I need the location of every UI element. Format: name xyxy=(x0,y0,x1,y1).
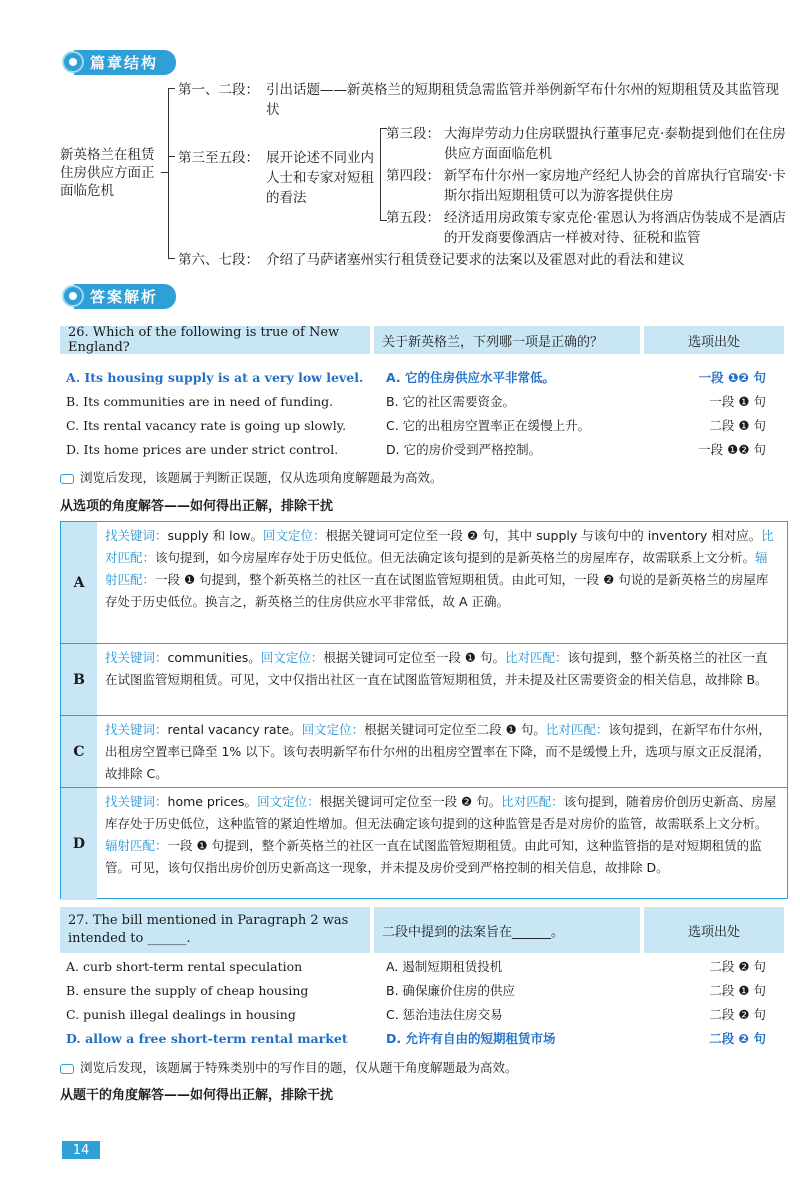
option-row xyxy=(66,414,786,436)
method-heading: 从选项的角度解答——如何得出正解，排除干扰 xyxy=(60,499,334,514)
keyword-label: 找关键词： xyxy=(105,650,168,665)
option-row xyxy=(66,1027,786,1049)
tip-text: 浏览后发现，该题属于判断正误题，仅从选项角度解题最为高效。 xyxy=(80,470,443,485)
option-row xyxy=(66,366,786,388)
option-zh: D. 允许有自由的短期租赁市场 xyxy=(386,1031,556,1046)
keyword-label: 回文定位： xyxy=(301,722,365,737)
pointing-hand-icon xyxy=(60,1064,74,1074)
page-number: 14 xyxy=(62,1141,100,1159)
structure-p4-label: 第四段： xyxy=(386,168,440,184)
option-row xyxy=(66,390,786,412)
option-row xyxy=(66,1003,786,1025)
option-row xyxy=(66,438,786,460)
option-en: A. curb short-term rental speculation xyxy=(66,958,303,974)
structure-p35-label: 第三至五段： xyxy=(178,150,259,166)
analysis-row xyxy=(61,522,787,644)
analysis-part: supply 和 low。 xyxy=(167,528,263,543)
analysis-part: 根据关键词可定位至二段 ❶ 句。 xyxy=(364,722,546,737)
structure-topic: 新英格兰在租赁住房供应方面正面临危机 xyxy=(60,147,155,199)
analysis-part: 该句提到，在新罕布什尔州，出租房空置率已降至 1% 以下。该句表明新罕布什尔州的出租房空置率在下降，而不是缓慢上升，选项与原文正反混淆，故排除 C。 xyxy=(105,722,771,781)
structure-p3-label: 第三段： xyxy=(386,126,440,142)
section-title: 答案解析 xyxy=(74,284,176,309)
keyword-label: 辐射匹配： xyxy=(105,550,768,587)
analysis-part: 该句提到，如今房屋库存处于历史低位。但无法确定该句提到的是新英格兰的房屋库存，故需联系上文分析。 xyxy=(155,550,756,565)
option-row xyxy=(66,979,786,1001)
source-header: 选项出处 xyxy=(644,907,784,953)
analysis-text xyxy=(97,788,787,900)
analysis-part: rental vacancy rate。 xyxy=(167,722,302,737)
structure-p67-label: 第六、七段： xyxy=(178,252,259,268)
analysis-part: communities。 xyxy=(167,650,261,665)
question-zh: 关于新英格兰，下列哪一项是正确的？ xyxy=(374,326,640,354)
analysis-letter: A xyxy=(61,522,97,643)
option-en: C. Its rental vacancy rate is going up slowly. xyxy=(66,417,347,433)
analysis-row xyxy=(61,788,787,900)
structure-p12-text: 引出话题——新英格兰的短期租赁急需监管并举例新罕布什尔州的短期租赁及其监管现状 xyxy=(266,82,779,118)
tip-note xyxy=(60,1058,518,1076)
brace-tick xyxy=(168,156,175,157)
keyword-label: 比对匹配： xyxy=(545,722,609,737)
question-en: 26. Which of the following is true of New England? xyxy=(60,326,370,354)
keyword-label: 找关键词： xyxy=(105,722,168,737)
option-source: 一段 ❶❷ 句 xyxy=(698,442,766,457)
magnifier-icon xyxy=(62,285,84,307)
option-en: B. Its communities are in need of funding. xyxy=(66,393,334,409)
analysis-part: 根据关键词可定位至一段 ❶ 句。 xyxy=(323,650,505,665)
analysis-part: home prices。 xyxy=(167,794,258,809)
option-zh: C. 惩治违法住房交易 xyxy=(386,1007,503,1022)
analysis-letter: C xyxy=(61,716,97,787)
analysis-text xyxy=(97,716,787,787)
structure-p3-text: 大海岸劳动力住房联盟执行董事尼克·泰勒提到他们在住房供应方面面临危机 xyxy=(444,126,786,162)
keyword-label: 辐射匹配： xyxy=(105,838,168,853)
analysis-part: 该句提到，随着房价创历史新高、房屋库存处于历史低位，这种监管的紧迫性增加。但无法确定该句提到的这种监管是否是对房价的监管，故需联系上文分析。 xyxy=(105,794,777,831)
keyword-label: 回文定位： xyxy=(260,650,324,665)
magnifier-icon xyxy=(62,51,84,73)
tip-text: 浏览后发现，该题属于特殊类别中的写作目的题，仅从题干角度解题最为高效。 xyxy=(80,1060,518,1075)
structure-p5-label: 第五段： xyxy=(386,210,440,226)
structure-p35-text: 展开论述不同业内人士和专家对短租的看法 xyxy=(266,150,374,206)
option-source: 一段 ❶ 句 xyxy=(709,394,766,409)
option-en: B. ensure the supply of cheap housing xyxy=(66,982,309,998)
tip-note xyxy=(60,468,443,486)
section-title: 篇章结构 xyxy=(74,50,176,75)
structure-p5-text: 经济适用房政策专家克伦·霍恩认为将酒店伪装成不是酒店的开发商要像酒店一样被对待、征税和监管 xyxy=(444,210,786,246)
keyword-label: 比对匹配： xyxy=(105,528,774,565)
analysis-part: 该句提到，整个新英格兰的社区一直在试图监管短期租赁。可见，文中仅指出社区一直在试图监管短期租赁，并未提及社区需要资金的相关信息，故排除 B。 xyxy=(105,650,768,687)
pointing-hand-icon xyxy=(60,474,74,484)
analysis-letter: D xyxy=(61,788,97,900)
structure-p12-label: 第一、二段： xyxy=(178,82,259,98)
option-zh: A. 遏制短期租赁投机 xyxy=(386,959,503,974)
option-zh: B. 它的社区需要资金。 xyxy=(386,394,516,409)
question-27-header xyxy=(60,907,788,953)
analysis-part: 一段 ❶ 句提到，整个新英格兰的社区一直在试图监管短期租赁。由此可知，一段 ❷ 句说的是新英格兰的房屋库存处于历史低位。换言之，新英格兰的住房供应水平非常低，故 A 正确。 xyxy=(105,572,769,609)
section-header-structure xyxy=(62,50,176,74)
brace-tick xyxy=(168,88,175,89)
option-source: 二段 ❷ 句 xyxy=(709,959,766,974)
keyword-label: 回文定位： xyxy=(257,794,320,809)
analysis-part: 根据关键词可定位至一段 ❷ 句，其中 supply 与该句中的 inventory 相对应。 xyxy=(325,528,762,543)
option-row xyxy=(66,955,786,977)
brace-sub xyxy=(380,128,381,220)
option-source: 二段 ❷ 句 xyxy=(709,1031,766,1046)
question-26-header xyxy=(60,326,788,354)
analysis-row xyxy=(61,644,787,716)
keyword-label: 比对匹配： xyxy=(501,794,564,809)
option-en: D. allow a free short-term rental market xyxy=(66,1030,348,1046)
question-en: 27. The bill mentioned in Paragraph 2 was intended to ______. xyxy=(60,907,370,953)
analysis-letter: B xyxy=(61,644,97,715)
option-zh: D. 它的房价受到严格控制。 xyxy=(386,442,542,457)
structure-p4-text: 新罕布什尔州一家房地产经纪人协会的首席执行官瑞安·卡斯尔指出短期租赁可以为游客提供住房 xyxy=(444,168,786,204)
method-heading: 从题干的角度解答——如何得出正解，排除干扰 xyxy=(60,1088,334,1103)
analysis-text xyxy=(97,522,787,643)
brace-tick xyxy=(161,172,168,173)
analysis-row xyxy=(61,716,787,788)
brace-main xyxy=(168,88,169,258)
option-source: 一段 ❶❷ 句 xyxy=(698,370,766,385)
option-en: C. punish illegal dealings in housing xyxy=(66,1006,296,1022)
option-en: A. Its housing supply is at a very low level. xyxy=(66,369,364,385)
structure-p67-text: 介绍了马萨诸塞州实行租赁登记要求的法案以及霍恩对此的看法和建议 xyxy=(266,252,685,268)
analysis-part: 一段 ❶ 句提到，整个新英格兰的社区一直在试图监管短期租赁。由此可知，这种监管指的是对短期租赁的监管。可见，该句仅指出房价创历史新高这一现象，并未提及房价受到严格控制的相关信息，故排除 D。 xyxy=(105,838,762,875)
source-header: 选项出处 xyxy=(644,326,784,354)
keyword-label: 找关键词： xyxy=(105,794,168,809)
analysis-text xyxy=(97,644,787,715)
analysis-table xyxy=(60,521,788,899)
brace-tick xyxy=(168,258,175,259)
analysis-part: 根据关键词可定位至一段 ❷ 句。 xyxy=(319,794,502,809)
option-source: 二段 ❶ 句 xyxy=(709,983,766,998)
question-zh: 二段中提到的法案旨在______。 xyxy=(374,907,640,953)
keyword-label: 找关键词： xyxy=(105,528,168,543)
option-zh: A. 它的住房供应水平非常低。 xyxy=(386,370,556,385)
option-zh: B. 确保廉价住房的供应 xyxy=(386,983,516,998)
section-header-answers xyxy=(62,284,176,308)
option-source: 二段 ❶ 句 xyxy=(709,418,766,433)
option-en: D. Its home prices are under strict control. xyxy=(66,441,339,457)
keyword-label: 回文定位： xyxy=(262,528,326,543)
keyword-label: 比对匹配： xyxy=(504,650,568,665)
option-source: 二段 ❷ 句 xyxy=(709,1007,766,1022)
option-zh: C. 它的出租房空置率正在缓慢上升。 xyxy=(386,418,591,433)
